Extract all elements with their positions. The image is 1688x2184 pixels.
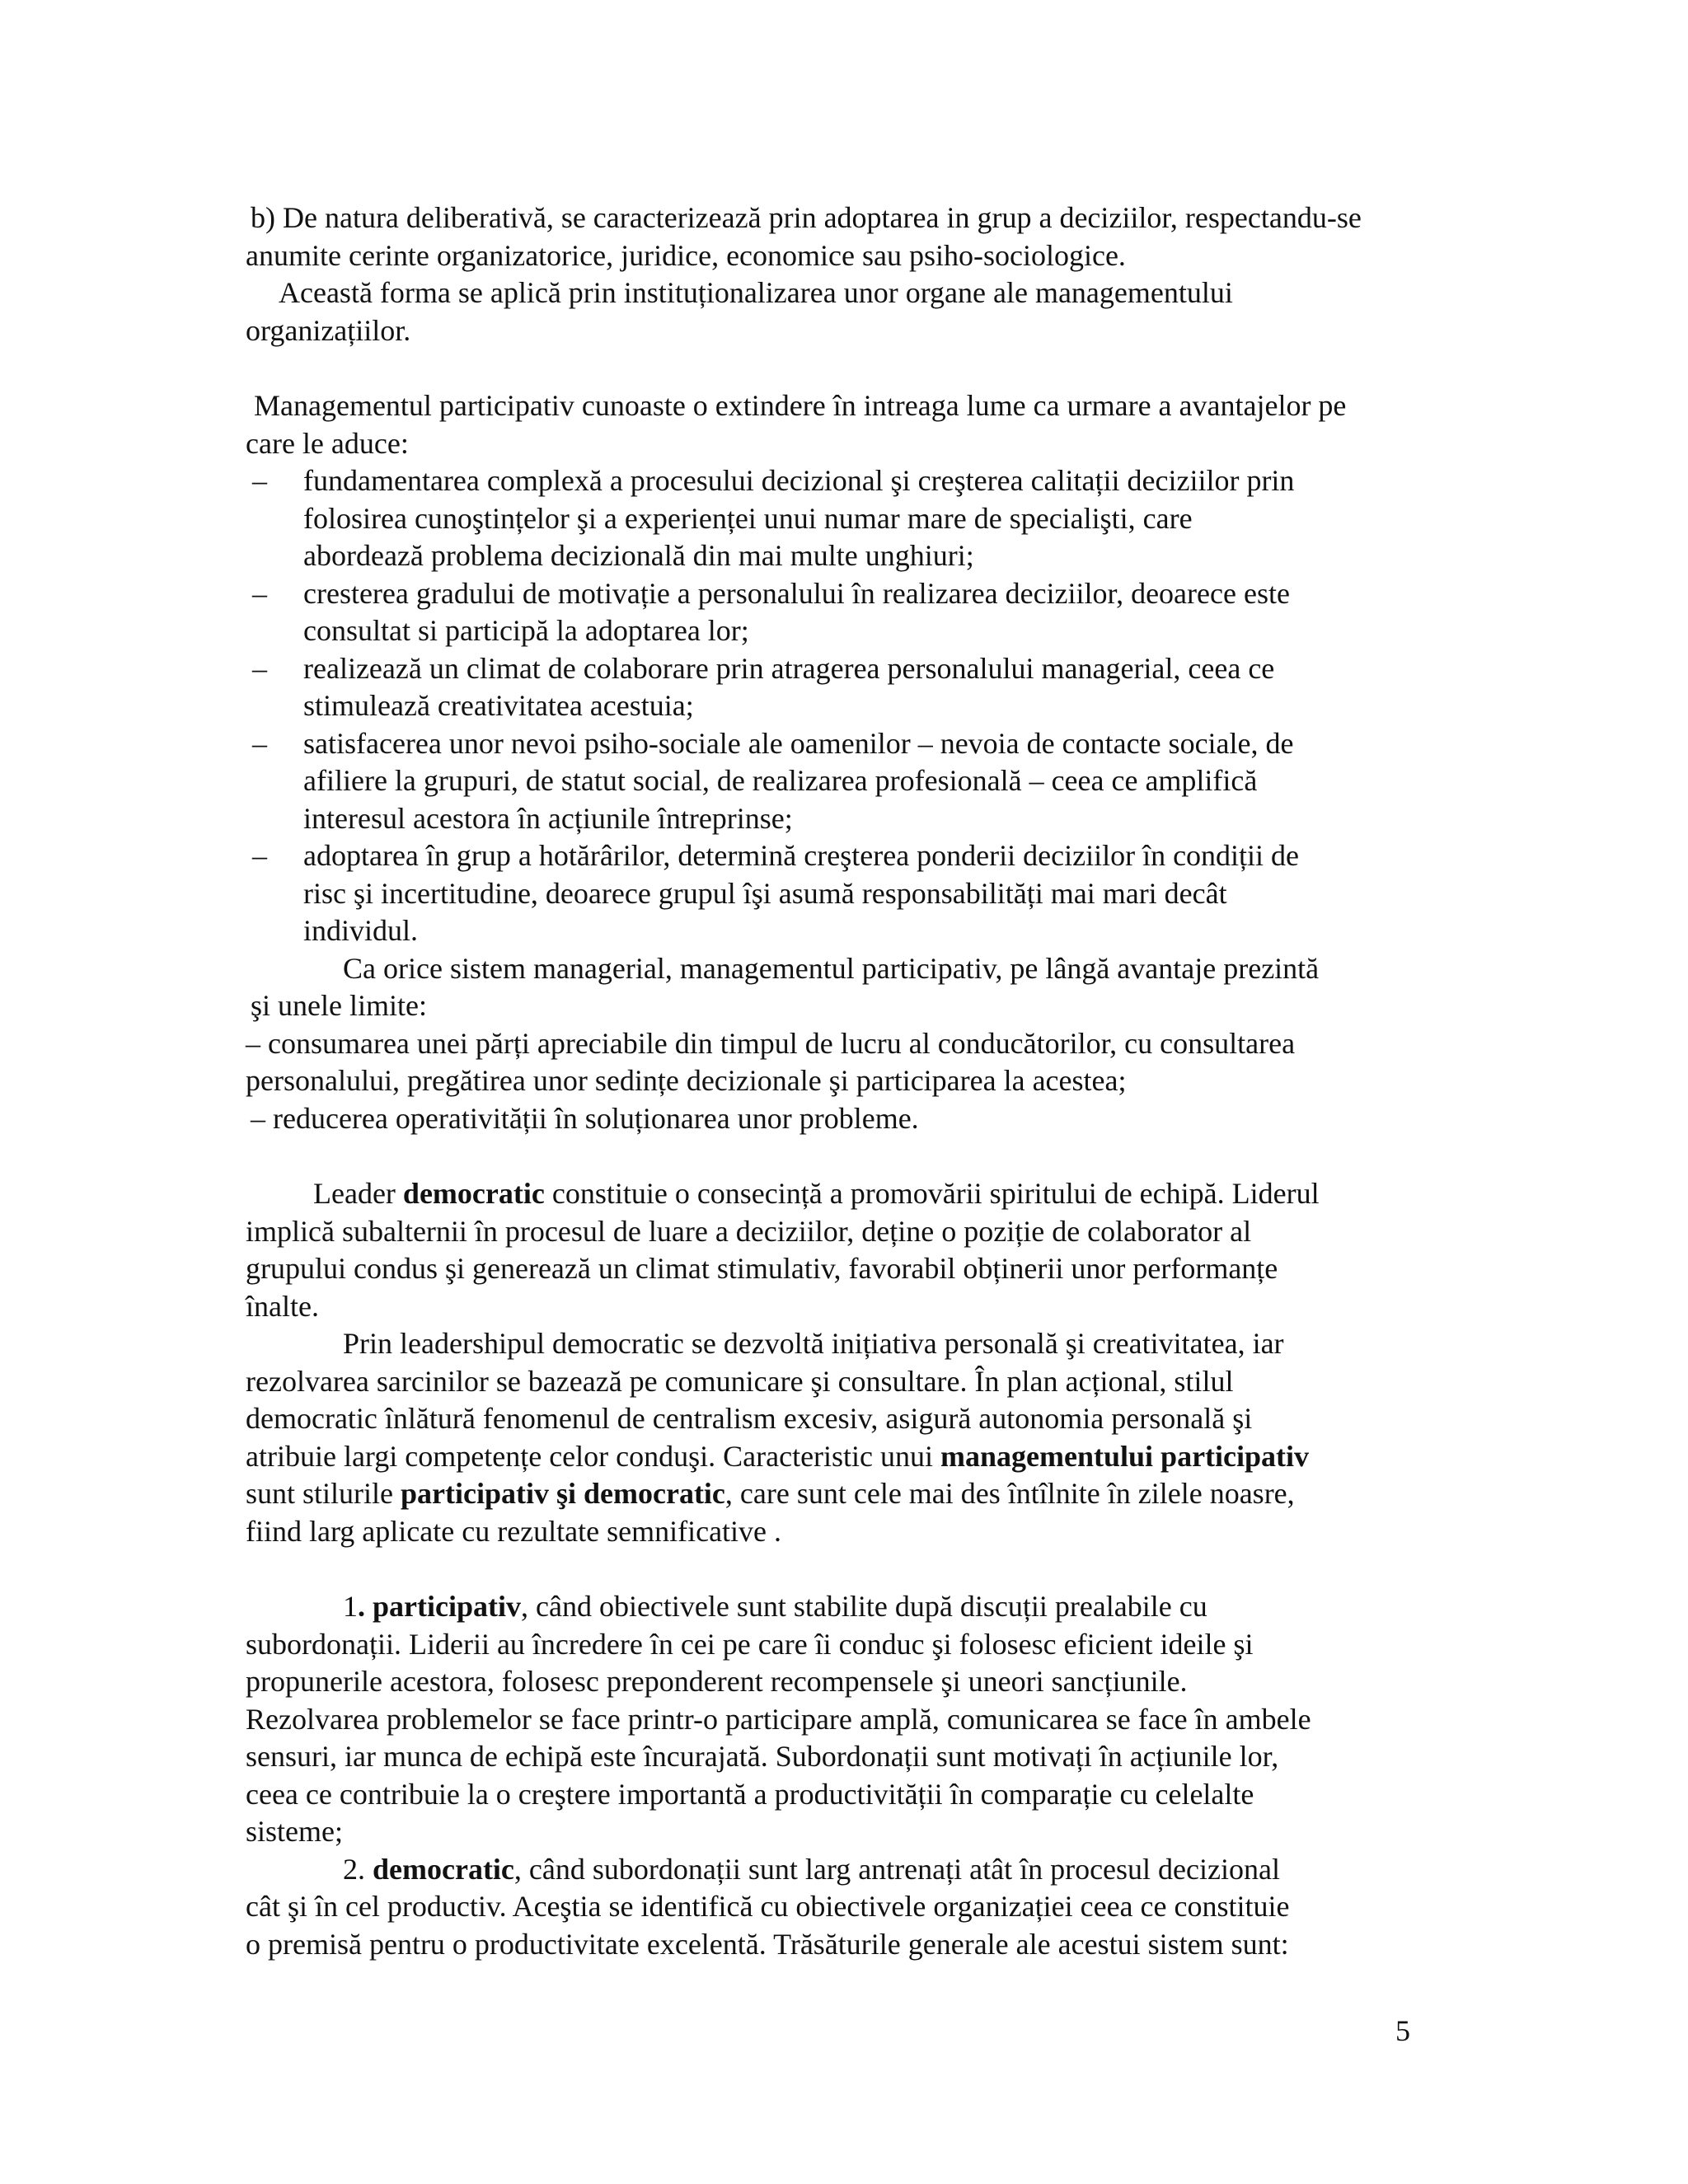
text-line: grupului condus şi generează un climat stimulativ, favorabil obținerii unor performanțe xyxy=(246,1252,1278,1285)
paragraph-participative-style xyxy=(246,1588,1507,1851)
paragraph-deliberative-nature xyxy=(246,199,1507,274)
text-run: atribuie largi competențe celor conduşi. Caracteristic unui xyxy=(246,1439,941,1473)
text-line: personalului, pregătirea unor sedințe decizionale şi participarea la acestea; xyxy=(246,1064,1127,1097)
text-line: realizează un climat de colaborare prin atragerea personalului managerial, ceea ce xyxy=(303,651,1275,685)
text-line: Prin leadershipul democratic se dezvoltă inițiativa personală şi creativitatea, iar xyxy=(343,1327,1284,1360)
text-line: Această forma se aplică prin instituționalizarea unor organe ale managementului xyxy=(279,276,1233,309)
dash-bullet-icon: – xyxy=(252,726,267,760)
paragraph-democratic-leadership xyxy=(246,1325,1507,1550)
advantages-list xyxy=(246,462,1507,950)
text-line: rezolvarea sarcinilor se bazează pe comunicare şi consultare. În plan acțional, stilul xyxy=(246,1364,1234,1398)
text-run: 2. xyxy=(343,1852,373,1886)
text-line: afiliere la grupuri, de statut social, de realizarea profesională – ceea ce amplifică xyxy=(303,764,1258,797)
text-line: b) De natura deliberativă, se caracterizează prin adoptarea in grup a deciziilor, respectandu-se xyxy=(251,201,1362,234)
bold-term: . participativ xyxy=(358,1590,521,1623)
text-line: satisfacerea unor nevoi psiho-sociale ale oamenilor – nevoia de contacte sociale, de xyxy=(303,726,1294,760)
list-item xyxy=(246,837,1507,950)
bold-term: participativ şi democratic xyxy=(401,1477,725,1510)
list-item xyxy=(246,650,1507,725)
text-line: abordează problema decizională din mai multe unghiuri; xyxy=(303,539,974,572)
text-run: sunt stilurile xyxy=(246,1477,401,1510)
text-line: care le aduce: xyxy=(246,426,409,460)
paragraph-gap xyxy=(246,349,1507,387)
text-line xyxy=(246,1175,1507,1213)
text-line: implică subalternii în procesul de luare a deciziilor, deține o poziție de colaborator al xyxy=(246,1214,1252,1248)
text-line: sisteme; xyxy=(246,1815,343,1848)
list-item xyxy=(246,575,1507,650)
text-line: şi unele limite: xyxy=(251,989,427,1022)
dash-bullet-icon: – xyxy=(252,651,267,685)
document-page xyxy=(246,199,1507,1963)
paragraph-advantages-intro xyxy=(246,387,1507,462)
bold-term: democratic xyxy=(373,1852,514,1886)
text-run: Leader xyxy=(313,1177,403,1210)
text-line: subordonații. Liderii au încredere în cei pe care îi conduc şi folosesc eficient ideile şi xyxy=(246,1627,1254,1661)
text-line: stimulează creativitatea acestuia; xyxy=(303,689,694,722)
paragraph-limits xyxy=(246,950,1507,1138)
page-number: 5 xyxy=(1395,2014,1410,2047)
bold-term: democratic xyxy=(402,1177,545,1210)
text-line: – reducerea operativității în soluționarea unor probleme. xyxy=(251,1101,919,1135)
paragraph-gap xyxy=(246,1137,1507,1175)
paragraph-gap xyxy=(246,1550,1507,1588)
text-line: adoptarea în grup a hotărârilor, determină creşterea ponderii deciziilor în condiții de xyxy=(303,839,1300,872)
text-line: ceea ce contribuie la o creştere importantă a productivității în comparație cu celelalte xyxy=(246,1777,1254,1811)
paragraph-democratic-style xyxy=(246,1851,1507,1964)
text-line xyxy=(246,1475,1507,1513)
text-run: , când obiectivele sunt stabilite după discuții prealabile cu xyxy=(520,1590,1207,1623)
text-line: consultat si participă la adoptarea lor; xyxy=(303,614,749,647)
text-run: 1 xyxy=(343,1590,358,1623)
text-line: sensuri, iar munca de echipă este încurajată. Subordonații sunt motivați în acțiunile lor, xyxy=(246,1740,1279,1773)
text-line: anumite cerinte organizatorice, juridice, economice sau psiho-sociologice. xyxy=(246,238,1126,272)
text-line: risc şi incertitudine, deoarece grupul îşi asumă responsabilități mai mari decât xyxy=(303,876,1227,910)
text-line: o premisă pentru o productivitate excelentă. Trăsăturile generale ale acestui sistem sunt: xyxy=(246,1927,1289,1961)
list-item xyxy=(246,462,1507,575)
dash-bullet-icon: – xyxy=(252,576,267,610)
text-run: , când subordonații sunt larg antrenați atât în procesul decizional xyxy=(513,1852,1280,1886)
text-line: democratic înlătură fenomenul de centralism excesiv, asigură autonomia personală şi xyxy=(246,1402,1253,1435)
text-line xyxy=(246,1438,1507,1476)
text-line xyxy=(246,1588,1507,1626)
text-line: cresterea gradului de motivație a personalului în realizarea deciziilor, deoarece este xyxy=(303,576,1290,610)
bold-term: managementului participativ xyxy=(940,1439,1310,1473)
text-line: folosirea cunoştințelor şi a experienței unui numar mare de specialişti, care xyxy=(303,501,1193,535)
text-line: – consumarea unei părți apreciabile din timpul de lucru al conducătorilor, cu consultarea xyxy=(246,1026,1296,1060)
text-line: organizațiilor. xyxy=(246,313,411,347)
text-line: Rezolvarea problemelor se face printr-o participare amplă, comunicarea se face în ambele xyxy=(246,1702,1311,1736)
text-line xyxy=(246,1851,1507,1889)
dash-bullet-icon: – xyxy=(252,464,267,497)
text-run: constituie o consecință a promovării spiritului de echipă. Liderul xyxy=(544,1177,1320,1210)
text-line: fundamentarea complexă a procesului decizional şi creşterea calitații deciziilor prin xyxy=(303,464,1295,497)
text-line: Managementul participativ cunoaste o extindere în intreaga lume ca urmare a avantajelor pe xyxy=(254,389,1347,422)
list-item xyxy=(246,725,1507,838)
text-line: cât şi în cel productiv. Aceştia se identifică cu obiectivele organizației ceea ce constituie xyxy=(246,1890,1290,1923)
paragraph-applied-form xyxy=(246,274,1507,349)
text-line: Ca orice sistem managerial, managementul participativ, pe lângă avantaje prezintă xyxy=(343,951,1320,985)
paragraph-democratic-leader xyxy=(246,1175,1507,1325)
text-line: înalte. xyxy=(246,1289,319,1323)
text-line: fiind larg aplicate cu rezultate semnificative . xyxy=(246,1514,782,1548)
dash-bullet-icon: – xyxy=(252,839,267,872)
text-line: individul. xyxy=(303,914,419,947)
text-line: interesul acestora în acțiunile întreprinse; xyxy=(303,801,793,835)
text-line: propunerile acestora, folosesc preponderent recompensele şi uneori sancțiunile. xyxy=(246,1665,1188,1698)
text-run: , care sunt cele mai des întîlnite în zilele noasre, xyxy=(724,1477,1295,1510)
